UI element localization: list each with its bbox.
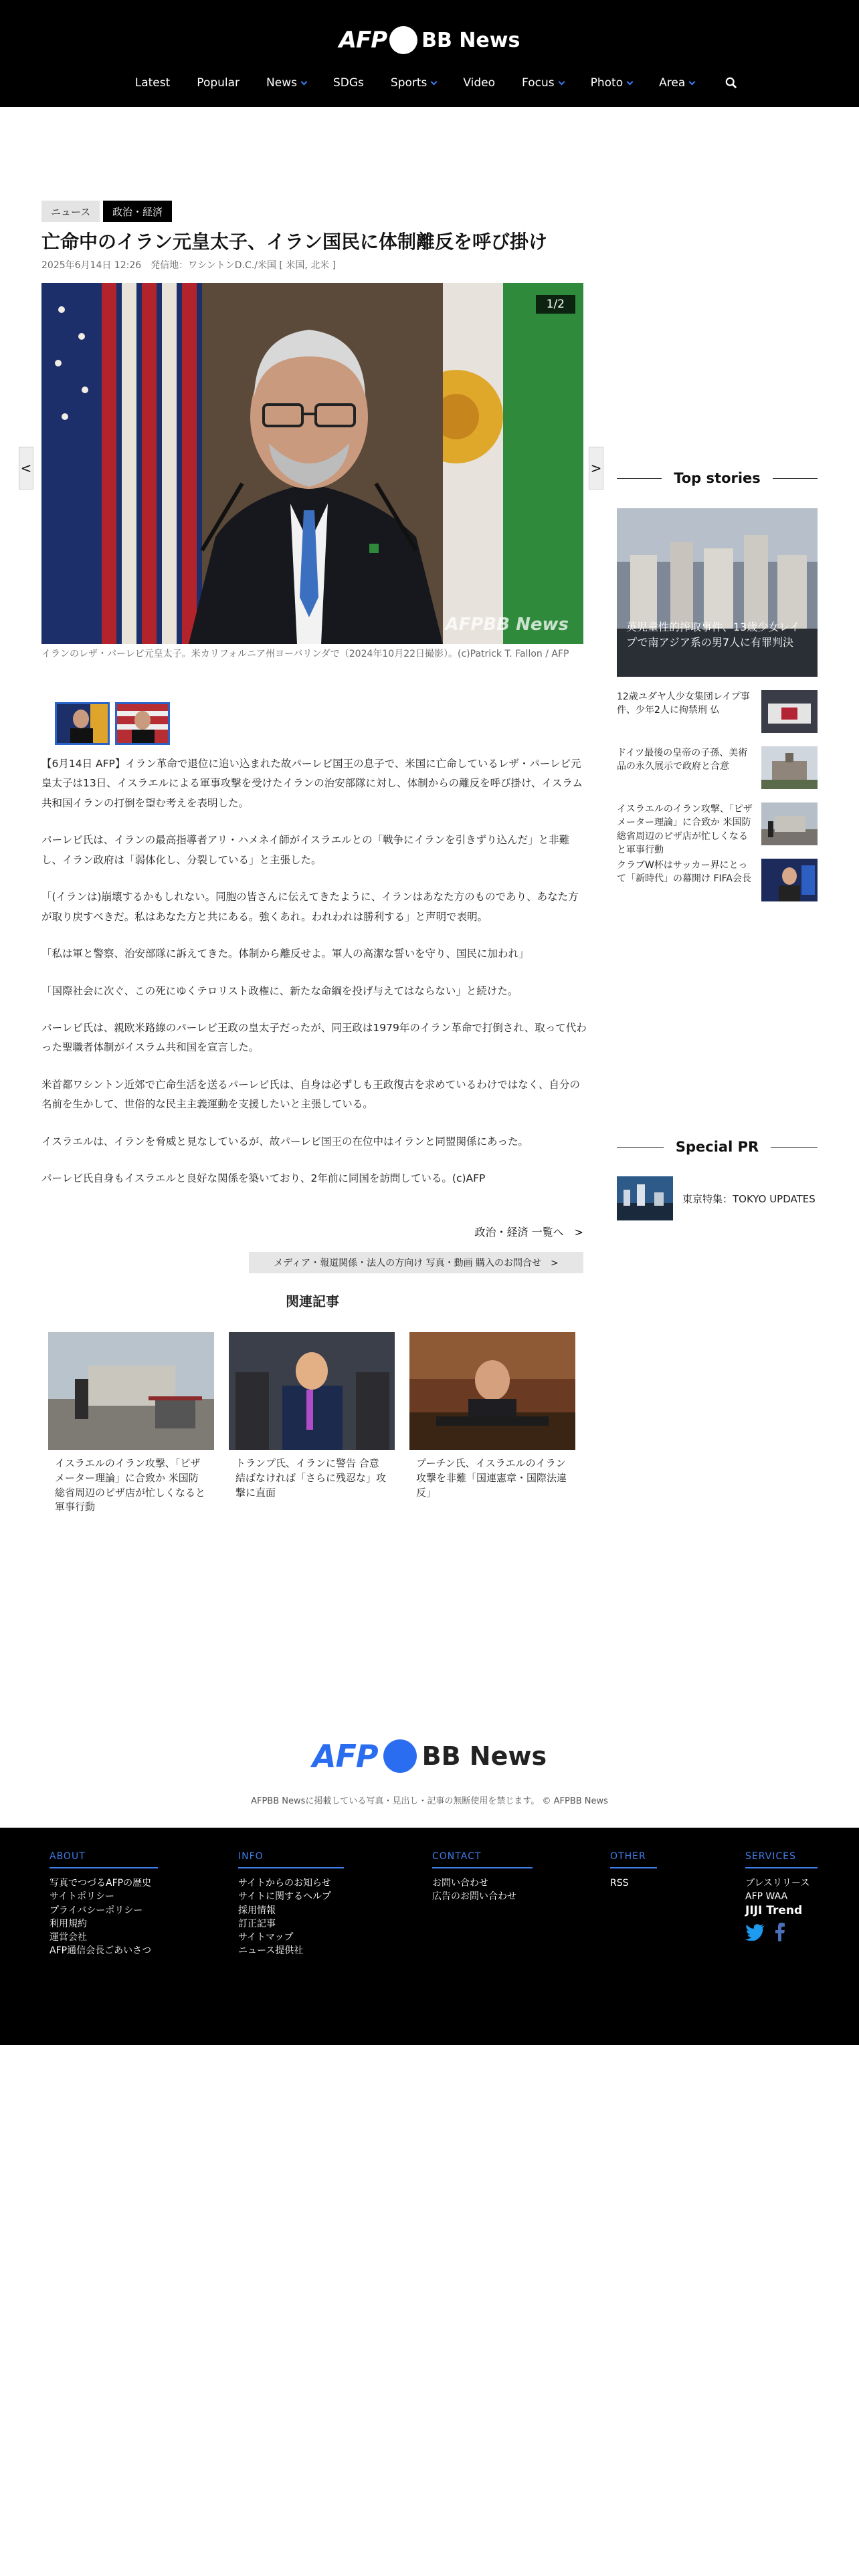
- footer-link[interactable]: 採用情報: [238, 1905, 276, 1916]
- article-paragraph: 「(イランは)崩壊するかもしれない。同胞の皆さんに伝えてきたように、イランはあなた方のものであり、あなた方が取り戻すべきだ。私はあなた方と共にある。強くあれ。われわれは勝利する」と声明で表明。: [41, 891, 579, 923]
- article-paragraph: 【6月14日 AFP】イラン革命で退位に追い込まれた故パーレビ国王の息子で、米国に亡命しているレザ・パーレビ元皇太子は13日、イスラエルによる軍事攻撃を受けたイランの治安部隊に対し、体制からの離反を呼び掛け、イスラム共和国イランの打倒を望む考えを表明した。: [41, 758, 583, 809]
- related-article-card[interactable]: [48, 1332, 214, 1515]
- footer-column-services: [745, 1851, 818, 1941]
- top-stories-title: Top stories: [674, 470, 761, 486]
- social-links: [745, 1923, 818, 1941]
- article-paragraph: イスラエルは、イランを脅威と見なしているが、故パーレビ国王の在位中はイランと同盟関係にあった。: [41, 1135, 529, 1148]
- chevron-down-icon: [301, 78, 308, 85]
- nav-popular[interactable]: Popular: [197, 76, 240, 90]
- footer-column-other: [610, 1851, 657, 1890]
- logo-dot-icon: [389, 26, 417, 54]
- top-stories-heading: [617, 468, 818, 488]
- top-story-text: ドイツ最後の皇帝の子孫、美術品の永久展示で政府と合意: [617, 748, 748, 772]
- footer-link[interactable]: 訂正記事: [238, 1918, 276, 1929]
- nav-area[interactable]: Area: [659, 76, 694, 90]
- photo-watermark: AFPBB News: [445, 615, 569, 635]
- logo-dot-icon: [383, 1739, 417, 1773]
- footer-link[interactable]: AFP WAA: [745, 1891, 788, 1903]
- top-story-thumbnail: [761, 859, 818, 901]
- related-article-image: [409, 1332, 575, 1450]
- photo-thumbnail-2[interactable]: [115, 702, 170, 745]
- photo-counter: 1/2: [536, 295, 575, 314]
- top-story-item[interactable]: [617, 802, 818, 855]
- footer-link[interactable]: お問い合わせ: [432, 1878, 488, 1889]
- chevron-right-icon: >: [590, 460, 602, 476]
- footer-column-title: CONTACT: [432, 1851, 533, 1868]
- hero-photo-image: [41, 283, 583, 644]
- related-article-image: [229, 1332, 395, 1450]
- article-headline: 亡命中のイラン元皇太子、イラン国民に体制離反を呼び掛け: [41, 231, 548, 253]
- footer-link[interactable]: 広告のお問い合わせ: [432, 1891, 516, 1903]
- site-logo[interactable]: [0, 20, 859, 60]
- footer-column-info: [238, 1851, 344, 1958]
- footer-link[interactable]: プライバシーポリシー: [50, 1905, 143, 1916]
- nav-sports[interactable]: Sports: [391, 76, 437, 90]
- main-nav: [0, 71, 859, 95]
- purchase-inquiry-button[interactable]: メディア・報道関係・法人の方向け 写真・動画 購入のお問合せ >: [249, 1252, 583, 1273]
- article-paragraph: パーレビ氏自身もイスラエルと良好な関係を築いており、2年前に同国を訪問している。(c)AFP: [41, 1172, 486, 1185]
- footer-link[interactable]: プレスリリース: [745, 1878, 810, 1889]
- footer-logo-bb: BB News: [421, 1741, 547, 1771]
- footer-column-contact: [432, 1851, 533, 1904]
- footer-link[interactable]: 利用規約: [50, 1918, 87, 1929]
- thumbnail-image: [117, 704, 168, 743]
- nav-video[interactable]: Video: [463, 76, 496, 90]
- divider: [773, 478, 818, 479]
- related-article-text: トランプ氏、イランに警告 合意結ばなければ「さらに残忍な」攻撃に直面: [235, 1457, 387, 1499]
- chevron-down-icon: [558, 78, 565, 85]
- top-story-text: イスラエルのイラン攻撃、「ピザメーター理論」に合致か 米国防総省周辺のピザ店が忙しくなると軍事行動: [617, 804, 753, 855]
- top-story-thumbnail: [761, 802, 818, 845]
- divider: [771, 1147, 818, 1148]
- related-article-image: [48, 1332, 214, 1450]
- chevron-down-icon: [689, 78, 696, 85]
- footer-column-title: INFO: [238, 1851, 344, 1868]
- footer-column-title: OTHER: [610, 1851, 657, 1868]
- divider: [617, 478, 662, 479]
- footer-link[interactable]: AFP通信会長ごあいさつ: [50, 1945, 152, 1957]
- top-story-feature-text: 英児童性的搾取事件、13歳少女レイプで南アジア系の男7人に有罪判決: [626, 621, 800, 649]
- footer-column-title: ABOUT: [50, 1851, 158, 1868]
- top-story-feature[interactable]: [617, 508, 818, 677]
- footer-link[interactable]: ニュース提供社: [238, 1945, 304, 1957]
- top-story-image: [617, 508, 818, 677]
- nav-latest[interactable]: Latest: [134, 76, 171, 90]
- chevron-down-icon: [431, 78, 438, 85]
- facebook-icon[interactable]: [775, 1923, 785, 1941]
- top-story-text: 12歳ユダヤ人少女集団レイプ事件、少年2人に拘禁刑 仏: [617, 691, 750, 716]
- tag-category[interactable]: 政治・経済: [103, 201, 172, 222]
- chevron-left-icon: <: [20, 460, 32, 476]
- top-story-thumbnail: [761, 690, 818, 733]
- hero-photo[interactable]: [41, 283, 583, 644]
- nav-sdgs[interactable]: SDGs: [332, 76, 364, 90]
- footer-logo-afp: AFP: [312, 1738, 378, 1774]
- special-pr-item[interactable]: [617, 1176, 818, 1221]
- special-pr-text: 東京特集：TOKYO UPDATES: [682, 1192, 816, 1205]
- related-article-text: イスラエルのイラン攻撃、「ピザメーター理論」に合致か 米国防総省周辺のピザ店が忙しくなると軍事行動: [55, 1457, 206, 1513]
- related-articles-title: 関連記事: [286, 1293, 339, 1309]
- top-story-thumbnail: [761, 746, 818, 789]
- special-pr-title: Special PR: [675, 1139, 759, 1155]
- article-paragraph: 米首都ワシントン近郊で亡命生活を送るパーレビ氏は、自身は必ずしも王政復古を求めているわけではなく、自分の名前を生かして、世俗的な民主主義運動を支援したいと主張している。: [41, 1078, 580, 1111]
- footer-column-about: [50, 1851, 158, 1958]
- top-story-item[interactable]: [617, 859, 818, 903]
- nav-photo[interactable]: Photo: [591, 76, 633, 90]
- nav-news[interactable]: News: [266, 76, 306, 90]
- footer-link[interactable]: サイトからのお知らせ: [238, 1878, 331, 1889]
- article-paragraph: パーレビ氏は、親欧米路線のパーレビ王政の皇太子だったが、同王政は1979年のイラン革命で打倒され、取って代わった聖職者体制がイスラム共和国を宣言した。: [41, 1021, 587, 1054]
- special-pr-thumbnail: [617, 1176, 673, 1220]
- twitter-icon[interactable]: [745, 1923, 765, 1941]
- divider: [617, 1147, 664, 1148]
- search-icon[interactable]: [725, 77, 737, 89]
- logo-afp-text: AFP: [339, 27, 387, 53]
- related-article-card[interactable]: [229, 1332, 395, 1500]
- article-paragraph: 「私は軍と警察、治安部隊に訴えてきた。体制から離反せよ。軍人の高潔な誓いを守り、国民に加われ」: [41, 948, 529, 960]
- jiji-trend-logo[interactable]: JIJI Trend: [745, 1903, 803, 1917]
- footer-link[interactable]: サイトマップ: [238, 1932, 294, 1943]
- article-paragraph: パーレビ氏は、イランの最高指導者アリ・ハメネイ師がイスラエルとの「戦争にイランを引きずり込んだ」と非難し、イラン政府は「弱体化し、分裂している」と主張した。: [41, 834, 570, 866]
- thumbnail-image: [57, 704, 108, 743]
- footer-link[interactable]: サイトに関するヘルプ: [238, 1891, 332, 1903]
- footer-logo[interactable]: [0, 1736, 859, 1776]
- article-body: [41, 754, 587, 1206]
- footer-column-title: SERVICES: [745, 1851, 818, 1868]
- footer-link[interactable]: サイトポリシー: [50, 1891, 115, 1903]
- footer-link[interactable]: 運営会社: [50, 1932, 87, 1943]
- article-paragraph: 「国際社会に次ぐ、この死にゆくテロリスト政権に、新たな命綱を投げ与えてはならない」と続けた。: [41, 984, 518, 997]
- nav-focus[interactable]: Focus: [522, 76, 564, 90]
- article-meta: 2025年6月14日 12:26 発信地：ワシントンD.C./米国 [ 米国, 北米 ]: [41, 260, 337, 271]
- prev-photo-button[interactable]: [19, 447, 33, 490]
- photo-caption: イランのレザ・パーレビ元皇太子。米カリフォルニア州ヨーバリンダで（2024年10月22日撮影）。(c)Patrick T. Fallon / AFP: [41, 649, 569, 659]
- special-pr-heading: [617, 1137, 818, 1157]
- category-more-link[interactable]: 政治・経済 一覧へ >: [474, 1226, 583, 1239]
- top-story-item[interactable]: [617, 746, 818, 790]
- chevron-down-icon: [627, 78, 634, 85]
- related-article-text: プーチン氏、イスラエルのイラン攻撃を非難「国連憲章・国際法違反」: [416, 1457, 567, 1499]
- copyright-notice: AFPBB Newsに掲載している写真・見出し・記事の無断使用を禁じます。 © AFPBB News: [251, 1796, 608, 1806]
- next-photo-button[interactable]: [589, 447, 603, 490]
- photo-thumbnail-1[interactable]: [55, 702, 110, 745]
- logo-bb-text: BB News: [421, 28, 520, 52]
- top-story-text: クラブW杯はサッカー界にとって「新時代」の幕開け FIFA会長: [617, 860, 751, 885]
- tag-news[interactable]: ニュース: [41, 201, 100, 222]
- footer-link[interactable]: 写真でつづるAFPの歴史: [50, 1878, 152, 1889]
- related-article-card[interactable]: [409, 1332, 575, 1500]
- footer-link[interactable]: RSS: [610, 1878, 629, 1889]
- top-story-item[interactable]: [617, 690, 818, 734]
